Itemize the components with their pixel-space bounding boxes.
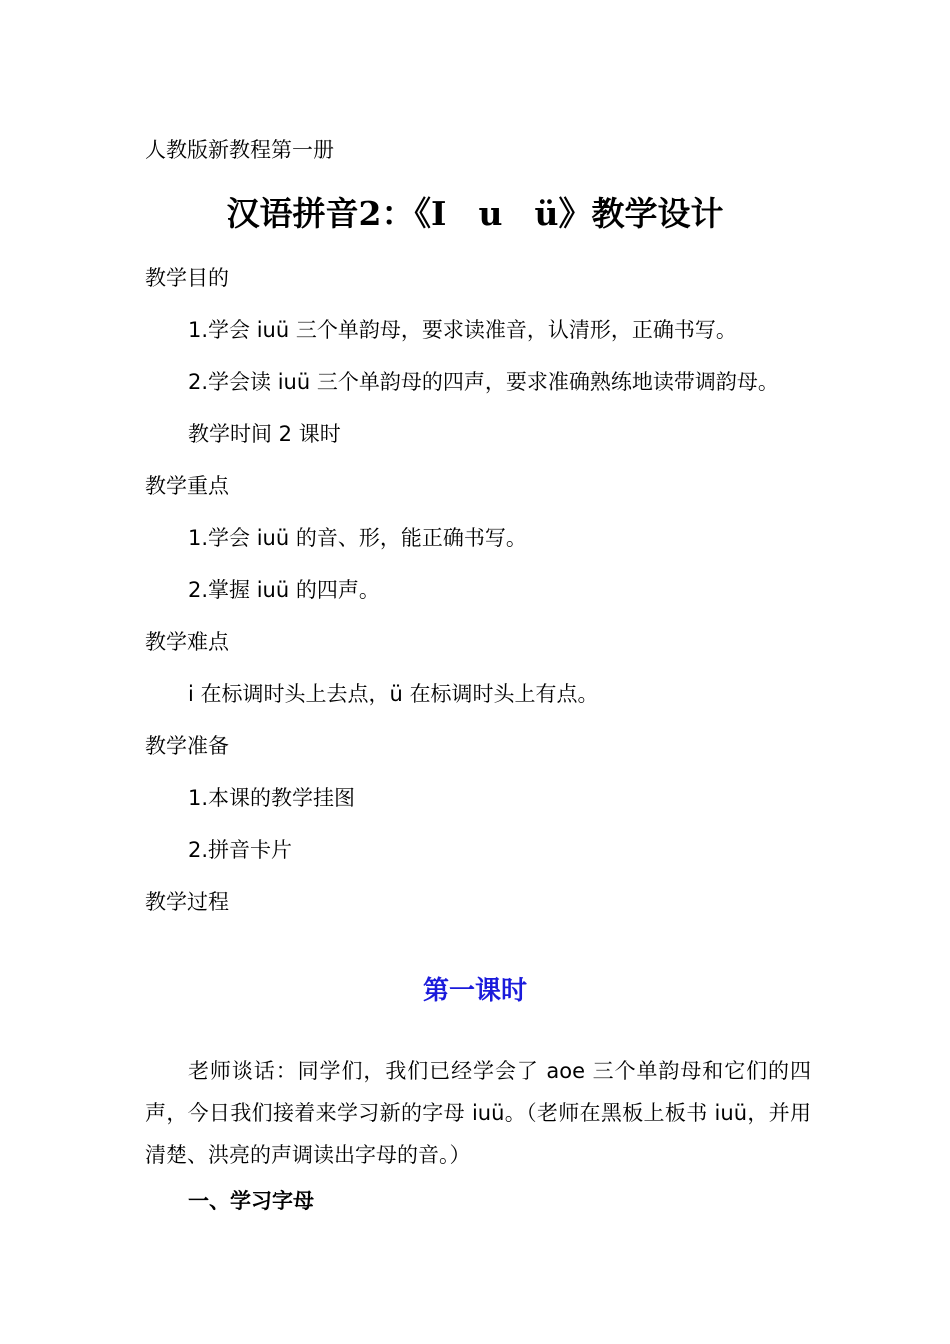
- process-heading: 教学过程: [145, 890, 229, 914]
- keypoints-heading: 教学重点: [145, 474, 229, 498]
- difficulty-text: i 在标调时头上去点，ü 在标调时头上有点。: [188, 682, 599, 706]
- prep-heading: 教学准备: [145, 734, 229, 758]
- objectives-heading: 教学目的: [145, 266, 229, 290]
- prep-item: 2.拼音卡片: [188, 838, 293, 862]
- objective-item: 1.学会 iuü 三个单韵母，要求读准音，认清形，正确书写。: [188, 318, 737, 342]
- title-suffix: ü》教学设计: [534, 194, 724, 233]
- title-u: u: [478, 194, 503, 233]
- lesson-title: 第一课时: [422, 976, 527, 1006]
- title-prefix: 汉语拼音2：《I: [226, 194, 447, 233]
- prep-item: 1.本课的教学挂图: [188, 786, 356, 810]
- intro-paragraph: 老师谈话：同学们，我们已经学会了 aoe 三个单韵母和它们的四声，今日我们接着来学习新的字母 iuü。（老师在黑板上板书 iuü，并用清楚、洪亮的声调读出字母的音。）: [145, 1059, 811, 1167]
- keypoint-item: 1.学会 iuü 的音、形，能正确书写。: [188, 526, 527, 550]
- section-heading: 一、学习字母: [188, 1189, 314, 1213]
- page-title: [0, 192, 950, 236]
- teaching-time: 教学时间 2 课时: [188, 422, 341, 446]
- difficulty-heading: 教学难点: [145, 630, 229, 654]
- objective-item: 2.学会读 iuü 三个单韵母的四声，要求准确熟练地读带调韵母。: [188, 370, 779, 394]
- keypoint-item: 2.掌握 iuü 的四声。: [188, 578, 380, 602]
- textbook-edition: 人教版新教程第一册: [145, 138, 334, 162]
